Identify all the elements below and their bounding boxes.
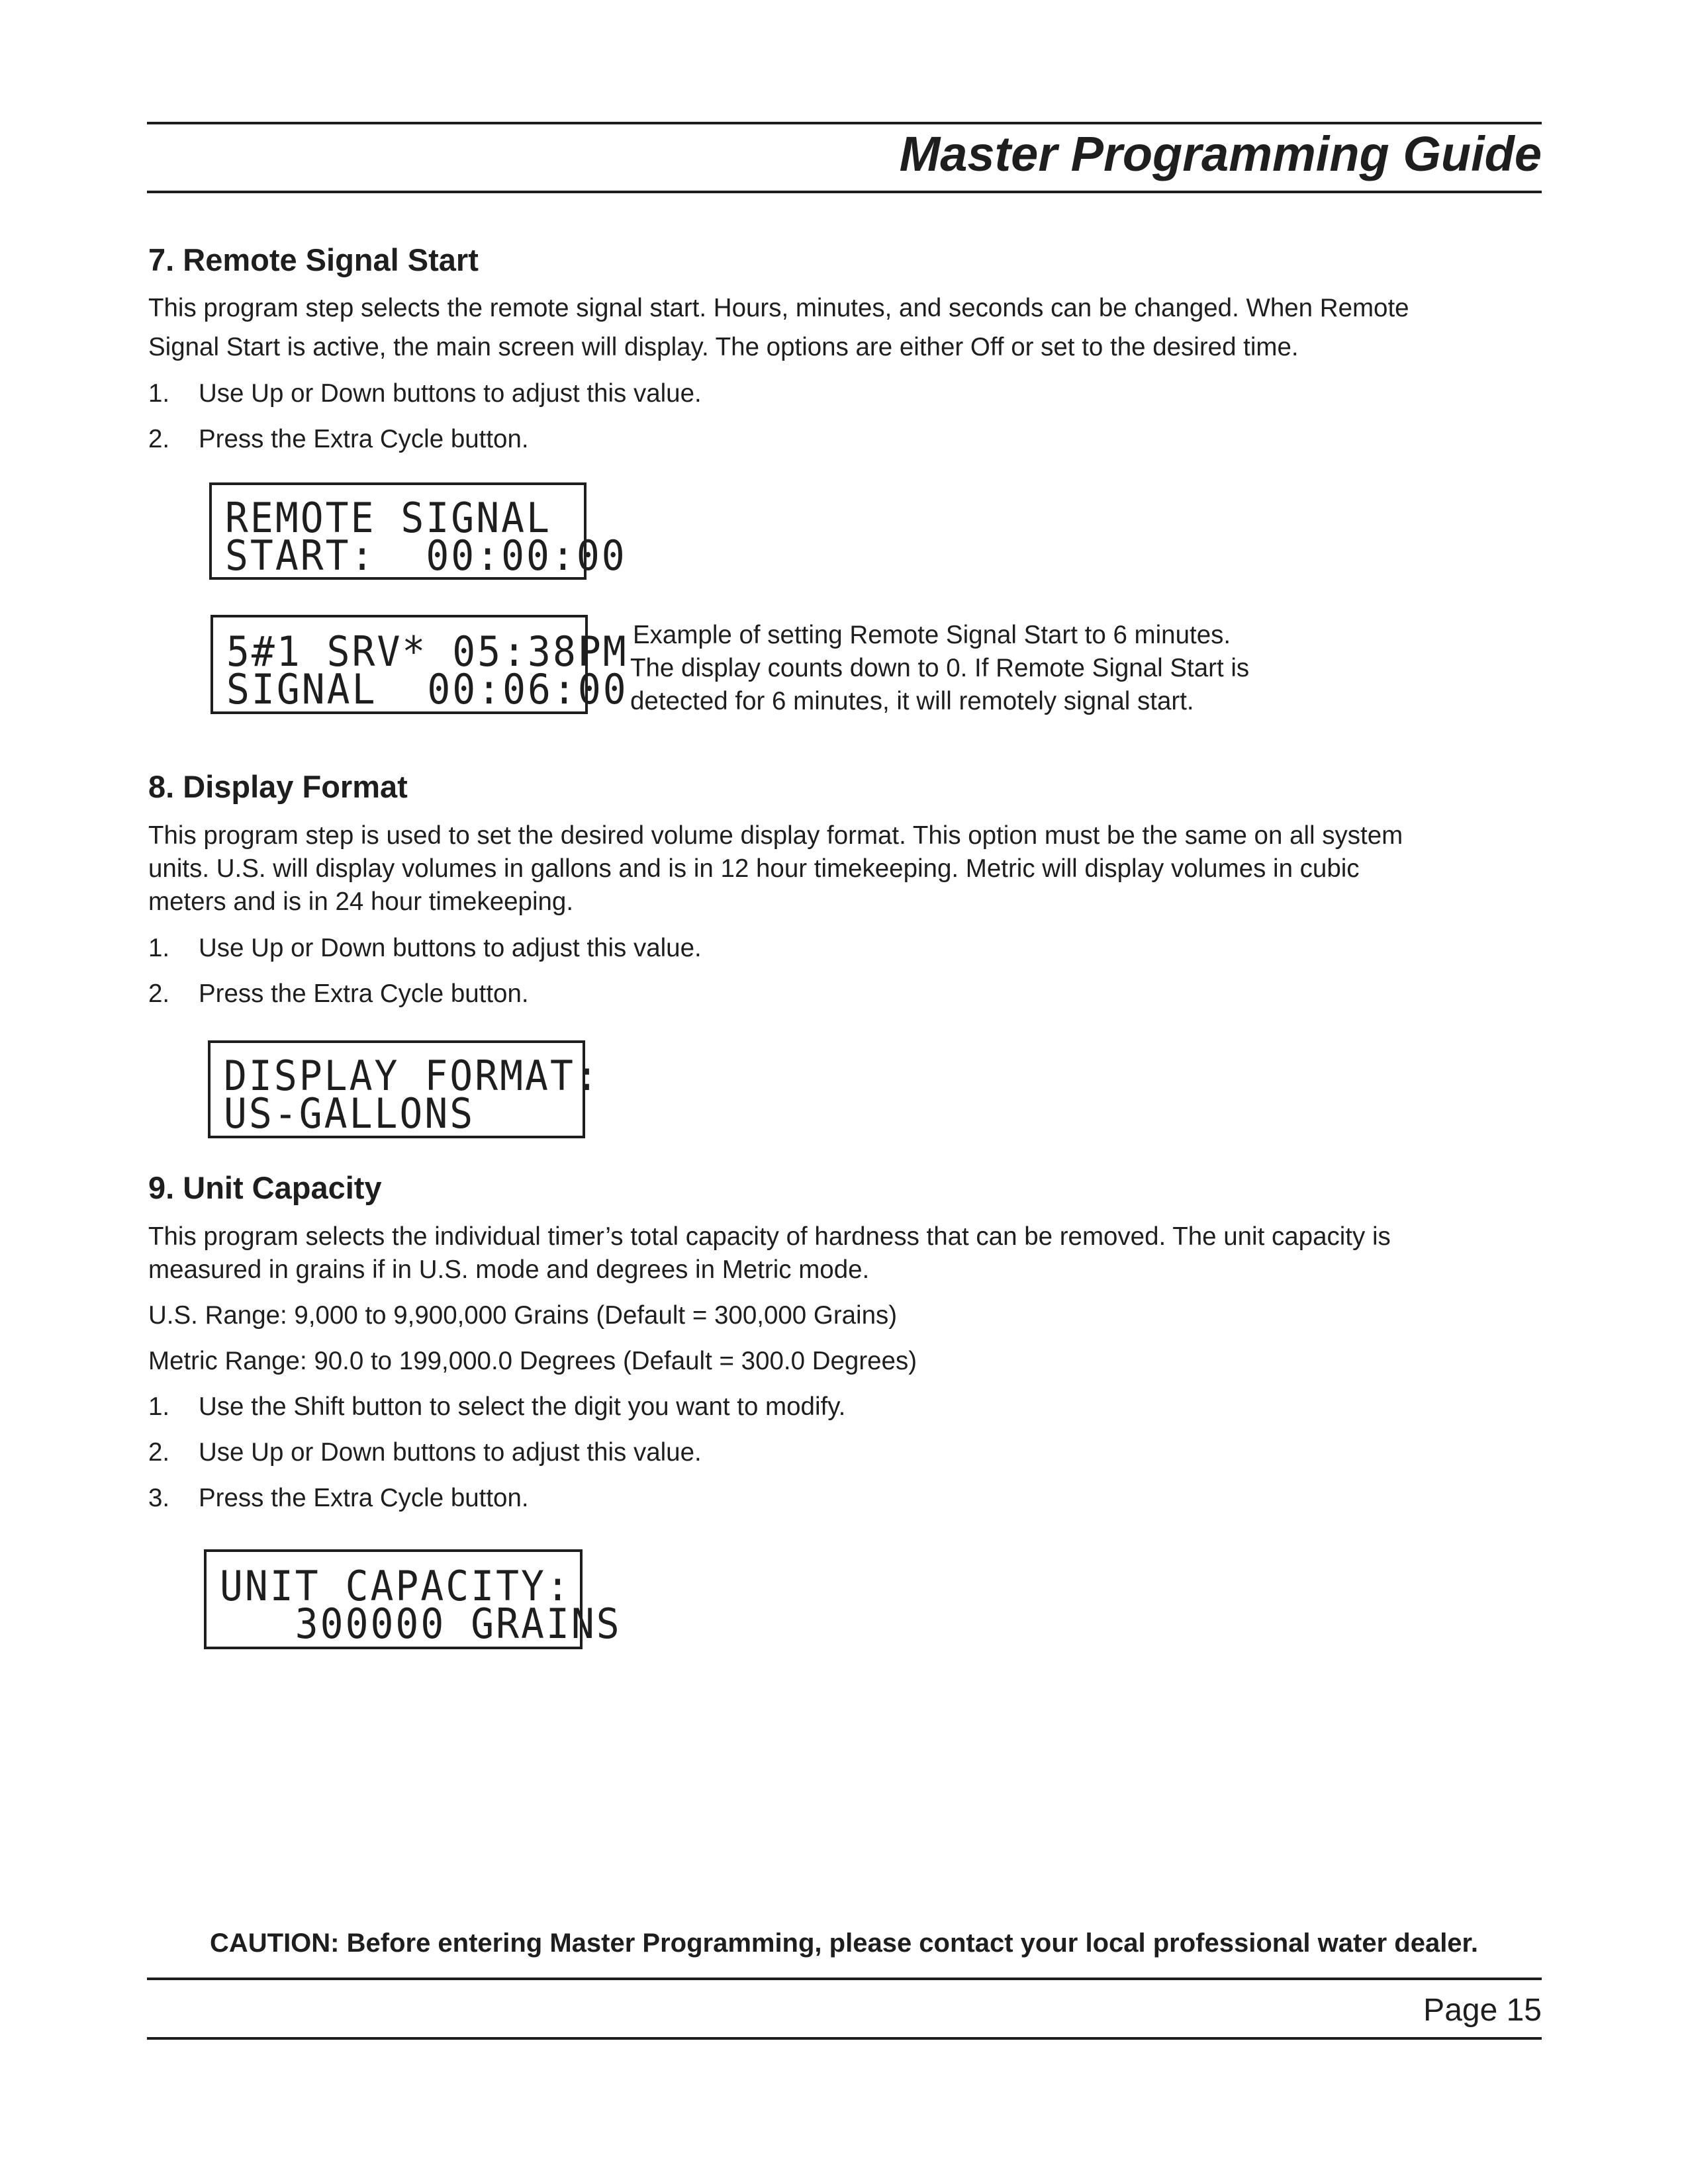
list-text: Use Up or Down buttons to adjust this value. <box>199 934 702 962</box>
list-text: Press the Extra Cycle button. <box>199 979 529 1008</box>
paragraph-line: units. U.S. will display volumes in gallons and is in 12 hour timekeeping. Metric will display volumes in cubic <box>148 854 1360 883</box>
lcd-line: US-GALLONS <box>224 1089 475 1138</box>
lcd-line: DISPLAY FORMAT: <box>224 1051 600 1101</box>
lcd-line: UNIT CAPACITY: <box>220 1561 571 1611</box>
paragraph-line: measured in grains if in U.S. mode and degrees in Metric mode. <box>148 1255 870 1284</box>
range-line: U.S. Range: 9,000 to 9,900,000 Grains (Default = 300,000 Grains) <box>148 1301 898 1330</box>
list-text: Press the Extra Cycle button. <box>199 1484 529 1512</box>
section-heading: 7. Remote Signal Start <box>148 242 479 277</box>
lcd-display <box>204 1549 622 1649</box>
footer-bottom-rule <box>147 2037 1542 2040</box>
lcd-line: START: 00:00:00 <box>225 531 627 580</box>
list-number: 1. <box>148 1392 170 1421</box>
paragraph-line: meters and is in 24 hour timekeeping. <box>148 887 574 916</box>
list-number: 1. <box>148 379 170 408</box>
list-text: Use Up or Down buttons to adjust this value. <box>199 1438 702 1467</box>
list-number: 2. <box>148 979 170 1008</box>
footer-top-rule <box>147 1978 1542 1980</box>
paragraph-line: This program step is used to set the desired volume display format. This option must be the same on all system <box>148 821 1403 850</box>
paragraph-line: This program selects the individual timer’s total capacity of hardness that can be removed. The unit capacity is <box>148 1222 1391 1251</box>
page-title: Master Programming Guide <box>899 126 1542 181</box>
lcd-line: 5#1 SRV* 05:38PM <box>226 627 628 676</box>
lcd-display <box>209 482 627 580</box>
section-heading: 9. Unit Capacity <box>148 1170 382 1205</box>
lcd-line: REMOTE SIGNAL <box>225 493 551 543</box>
header-top-rule <box>147 122 1542 124</box>
lcd-display <box>211 615 628 714</box>
example-note-line: The display counts down to 0. If Remote Signal Start is <box>630 654 1250 682</box>
lcd-line: 300000 GRAINS <box>220 1599 622 1649</box>
example-note-line: Example of setting Remote Signal Start to 6 minutes. <box>633 621 1231 649</box>
example-note-line: detected for 6 minutes, it will remotely signal start. <box>630 687 1194 715</box>
paragraph-line: This program step selects the remote signal start. Hours, minutes, and seconds can be changed. When Remote <box>148 294 1409 322</box>
lcd-line: SIGNAL 00:06:00 <box>226 664 628 714</box>
list-number: 3. <box>148 1484 170 1512</box>
list-number: 2. <box>148 1438 170 1467</box>
list-number: 2. <box>148 425 170 453</box>
header-bottom-rule <box>147 191 1542 193</box>
section-heading: 8. Display Format <box>148 769 408 804</box>
list-number: 1. <box>148 934 170 962</box>
paragraph-line: Signal Start is active, the main screen will display. The options are either Off or set to the desired time. <box>148 333 1299 361</box>
page-number: Page 15 <box>1423 1993 1542 2028</box>
list-text: Press the Extra Cycle button. <box>199 425 529 453</box>
list-text: Use the Shift button to select the digit you want to modify. <box>199 1392 846 1421</box>
range-line: Metric Range: 90.0 to 199,000.0 Degrees (Default = 300.0 Degrees) <box>148 1347 917 1375</box>
list-text: Use Up or Down buttons to adjust this value. <box>199 379 702 408</box>
caution-notice: CAUTION: Before entering Master Programming, please contact your local professional water dealer. <box>209 1929 1479 1958</box>
lcd-display <box>208 1040 600 1138</box>
